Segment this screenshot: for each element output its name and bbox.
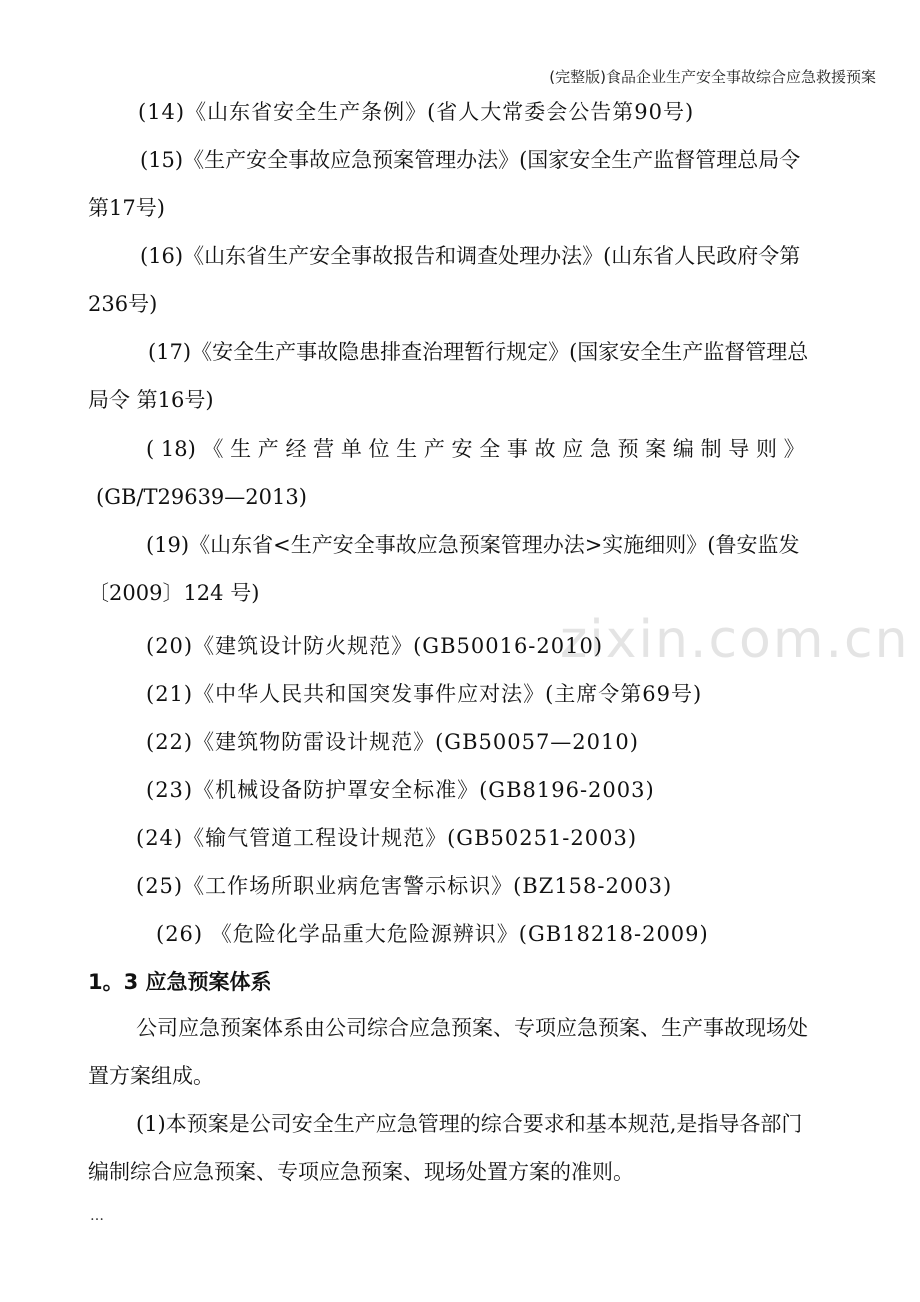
reference-item-19-line2: 〔2009〕124 号) [88, 581, 260, 605]
reference-item-16 [88, 232, 878, 328]
section-paragraph-1 [88, 1004, 878, 1100]
reference-item-19-line1: (19)《山东省<生产安全事故应急预案管理办法>实施细则》(鲁安监发 [146, 533, 800, 557]
reference-item-16-line2: 236号) [88, 292, 158, 316]
reference-item-23: (23)《机械设备防护罩安全标准》(GB8196-2003) [146, 778, 655, 802]
reference-item-15-line1: (15)《生产安全事故应急预案管理办法》(国家安全生产监督管理总局令 [140, 148, 801, 172]
section-paragraph-2-line1: (1)本预案是公司安全生产应急管理的综合要求和基本规范,是指导各部门 [136, 1112, 803, 1136]
reference-item-18-line1: ( 18) 《 生 产 经 营 单 位 生 产 安 全 事 故 应 急 预 案 编 制 导 则 》 [146, 437, 805, 461]
reference-item-20: (20)《建筑设计防火规范》(GB50016-2010) [146, 634, 604, 658]
reference-item-19 [88, 521, 878, 617]
footer-ellipsis: … [90, 1208, 104, 1224]
reference-item-17-line2: 局令 第16号) [88, 388, 214, 412]
section-heading: 1。3 应急预案体系 [88, 970, 272, 994]
reference-item-17-line1: (17)《安全生产事故隐患排查治理暂行规定》(国家安全生产监督管理总 [148, 340, 809, 364]
section-paragraph-2-line2: 编制综合应急预案、专项应急预案、现场处置方案的准则。 [88, 1160, 634, 1184]
reference-item-15 [88, 136, 878, 232]
reference-item-22: (22)《建筑物防雷设计规范》(GB50057—2010) [146, 730, 639, 754]
reference-item-18-line2: (GB/T29639—2013) [96, 485, 307, 509]
reference-item-18 [88, 425, 878, 521]
reference-item-14: (14)《山东省安全生产条例》(省人大常委会公告第90号) [138, 100, 695, 124]
reference-item-15-line2: 第17号) [88, 196, 165, 220]
reference-item-25: (25)《工作场所职业病危害警示标识》(BZ158-2003) [136, 874, 673, 898]
section-paragraph-2 [88, 1100, 878, 1196]
reference-item-26: (26) 《危险化学品重大危险源辨识》(GB18218-2009) [156, 922, 709, 946]
document-header: (完整版)食品企业生产安全事故综合应急救援预案 [549, 68, 876, 86]
reference-item-17 [88, 328, 878, 424]
reference-item-24: (24)《输气管道工程设计规范》(GB50251-2003) [136, 826, 638, 850]
reference-item-21: (21)《中华人民共和国突发事件应对法》(主席令第69号) [146, 682, 703, 706]
watermark: zixin.com.cn [560, 610, 910, 670]
section-paragraph-1-line1: 公司应急预案体系由公司综合应急预案、专项应急预案、生产事故现场处 [136, 1016, 808, 1040]
section-paragraph-1-line2: 置方案组成。 [88, 1064, 214, 1088]
reference-item-16-line1: (16)《山东省生产安全事故报告和调查处理办法》(山东省人民政府令第 [140, 244, 801, 268]
